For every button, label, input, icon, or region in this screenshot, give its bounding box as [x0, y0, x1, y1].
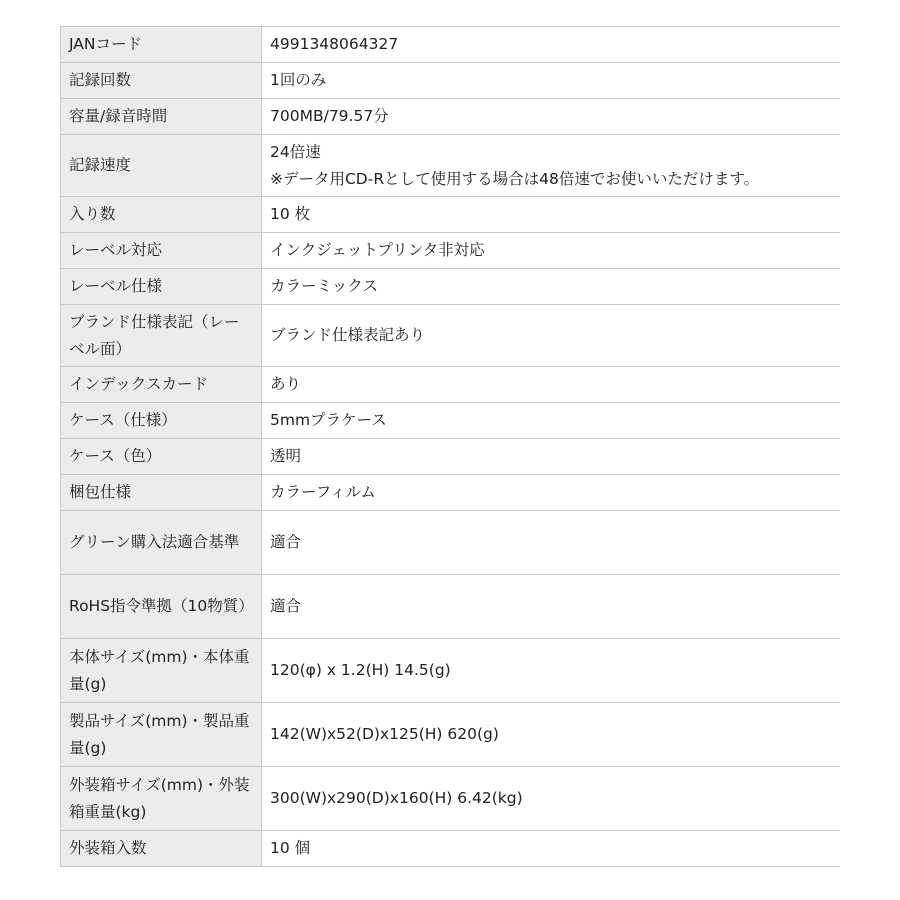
- spec-label: グリーン購入法適合基準: [61, 511, 262, 575]
- spec-row: [61, 99, 841, 135]
- spec-value: 1回のみ: [262, 63, 841, 99]
- spec-value-line: 24倍速: [270, 142, 321, 161]
- spec-label: インデックスカード: [61, 367, 262, 403]
- spec-label: 本体サイズ(mm)・本体重量(g): [61, 639, 262, 703]
- spec-row: [61, 511, 841, 575]
- spec-row: [61, 831, 841, 867]
- spec-label: JANコード: [61, 27, 262, 63]
- spec-row: [61, 439, 841, 475]
- spec-label: ケース（色）: [61, 439, 262, 475]
- spec-value: 700MB/79.57分: [262, 99, 841, 135]
- spec-table: [60, 26, 840, 867]
- spec-label: 外装箱入数: [61, 831, 262, 867]
- spec-label: 記録速度: [61, 135, 262, 197]
- spec-value: 5mmプラケース: [262, 403, 841, 439]
- spec-label: ブランド仕様表記（レーベル面）: [61, 305, 262, 367]
- spec-row: [61, 767, 841, 831]
- spec-row: [61, 197, 841, 233]
- spec-value: [262, 135, 841, 197]
- spec-row: [61, 367, 841, 403]
- spec-value: カラーミックス: [262, 269, 841, 305]
- spec-row: [61, 135, 841, 197]
- spec-row: [61, 703, 841, 767]
- spec-label: 製品サイズ(mm)・製品重量(g): [61, 703, 262, 767]
- spec-value: 適合: [262, 575, 841, 639]
- spec-row: [61, 27, 841, 63]
- spec-row: [61, 63, 841, 99]
- spec-row: [61, 269, 841, 305]
- spec-value: 120(φ) x 1.2(H) 14.5(g): [262, 639, 841, 703]
- spec-value: カラーフィルム: [262, 475, 841, 511]
- spec-label: ケース（仕様）: [61, 403, 262, 439]
- spec-row: [61, 403, 841, 439]
- spec-value: 透明: [262, 439, 841, 475]
- spec-label: 入り数: [61, 197, 262, 233]
- spec-label: レーベル仕様: [61, 269, 262, 305]
- spec-label: レーベル対応: [61, 233, 262, 269]
- spec-value: 4991348064327: [262, 27, 841, 63]
- spec-row: [61, 475, 841, 511]
- spec-label: 容量/録音時間: [61, 99, 262, 135]
- spec-value: 142(W)x52(D)x125(H) 620(g): [262, 703, 841, 767]
- spec-row: [61, 305, 841, 367]
- spec-value: ブランド仕様表記あり: [262, 305, 841, 367]
- spec-value: インクジェットプリンタ非対応: [262, 233, 841, 269]
- spec-label: 記録回数: [61, 63, 262, 99]
- spec-label: 外装箱サイズ(mm)・外装箱重量(kg): [61, 767, 262, 831]
- spec-value-note: ※データ用CD-Rとして使用する場合は48倍速でお使いいただけます。: [270, 169, 760, 188]
- spec-label: RoHS指令準拠（10物質）: [61, 575, 262, 639]
- spec-value: 10 個: [262, 831, 841, 867]
- spec-value: 300(W)x290(D)x160(H) 6.42(kg): [262, 767, 841, 831]
- spec-row: [61, 233, 841, 269]
- spec-value: 10 枚: [262, 197, 841, 233]
- spec-row: [61, 639, 841, 703]
- spec-value: あり: [262, 367, 841, 403]
- spec-value: 適合: [262, 511, 841, 575]
- spec-label: 梱包仕様: [61, 475, 262, 511]
- spec-row: [61, 575, 841, 639]
